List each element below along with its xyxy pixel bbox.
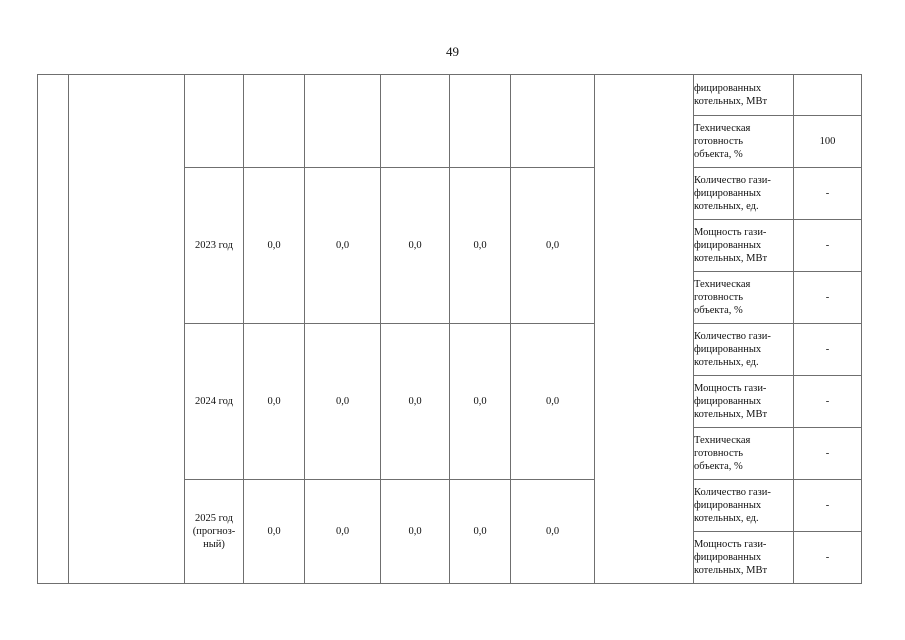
indicator-name: Техническая готовность объекта, % [694,272,794,324]
value-cell: 0,0 [450,480,511,584]
indicator-value: - [794,324,862,376]
indicator-name: Мощность гази- фицированных котельных, МВт [694,376,794,428]
indicator-value: - [794,376,862,428]
indicator-value: - [794,480,862,532]
year-cell-empty [185,75,244,168]
indicator-name: Мощность гази- фицированных котельных, МВт [694,220,794,272]
value-cell: 0,0 [511,324,595,480]
value-cell: 0,0 [244,324,305,480]
value-cell: 0,0 [511,168,595,324]
year-label: 2024 год [185,324,244,480]
program-table [37,74,862,584]
indicator-name: Техническая готовность объекта, % [694,116,794,168]
page-number: 49 [446,44,459,59]
indicator-value: - [794,168,862,220]
measure-name-cell [69,75,185,584]
year-label: 2025 год (прогноз- ный) [185,480,244,584]
year-label: 2023 год [185,168,244,324]
value-cell-empty [244,75,305,168]
value-cell-empty [450,75,511,168]
value-cell: 0,0 [381,324,450,480]
indicator-name: Мощность гази- фицированных котельных, МВт [694,532,794,584]
value-cell: 0,0 [244,168,305,324]
value-cell: 0,0 [305,168,381,324]
value-cell-empty [305,75,381,168]
indicator-name: Техническая готовность объекта, % [694,428,794,480]
indicator-name: Количество гази- фицированных котельных, ед. [694,168,794,220]
value-cell-empty [381,75,450,168]
indicator-value [794,75,862,116]
indicator-value: - [794,220,862,272]
value-cell: 0,0 [381,168,450,324]
indicator-name: фицированных котельных, МВт [694,75,794,116]
value-cell: 0,0 [381,480,450,584]
indicator-value: - [794,532,862,584]
indicator-value: - [794,428,862,480]
value-cell: 0,0 [511,480,595,584]
value-cell: 0,0 [305,324,381,480]
number-cell [38,75,69,584]
indicator-name: Количество гази- фицированных котельных, ед. [694,324,794,376]
value-cell-empty [511,75,595,168]
value-cell: 0,0 [244,480,305,584]
value-cell: 0,0 [450,168,511,324]
executor-cell [595,75,694,584]
indicator-value: - [794,272,862,324]
indicator-name: Количество гази- фицированных котельных, ед. [694,480,794,532]
value-cell: 0,0 [305,480,381,584]
value-cell: 0,0 [450,324,511,480]
indicator-value: 100 [794,116,862,168]
